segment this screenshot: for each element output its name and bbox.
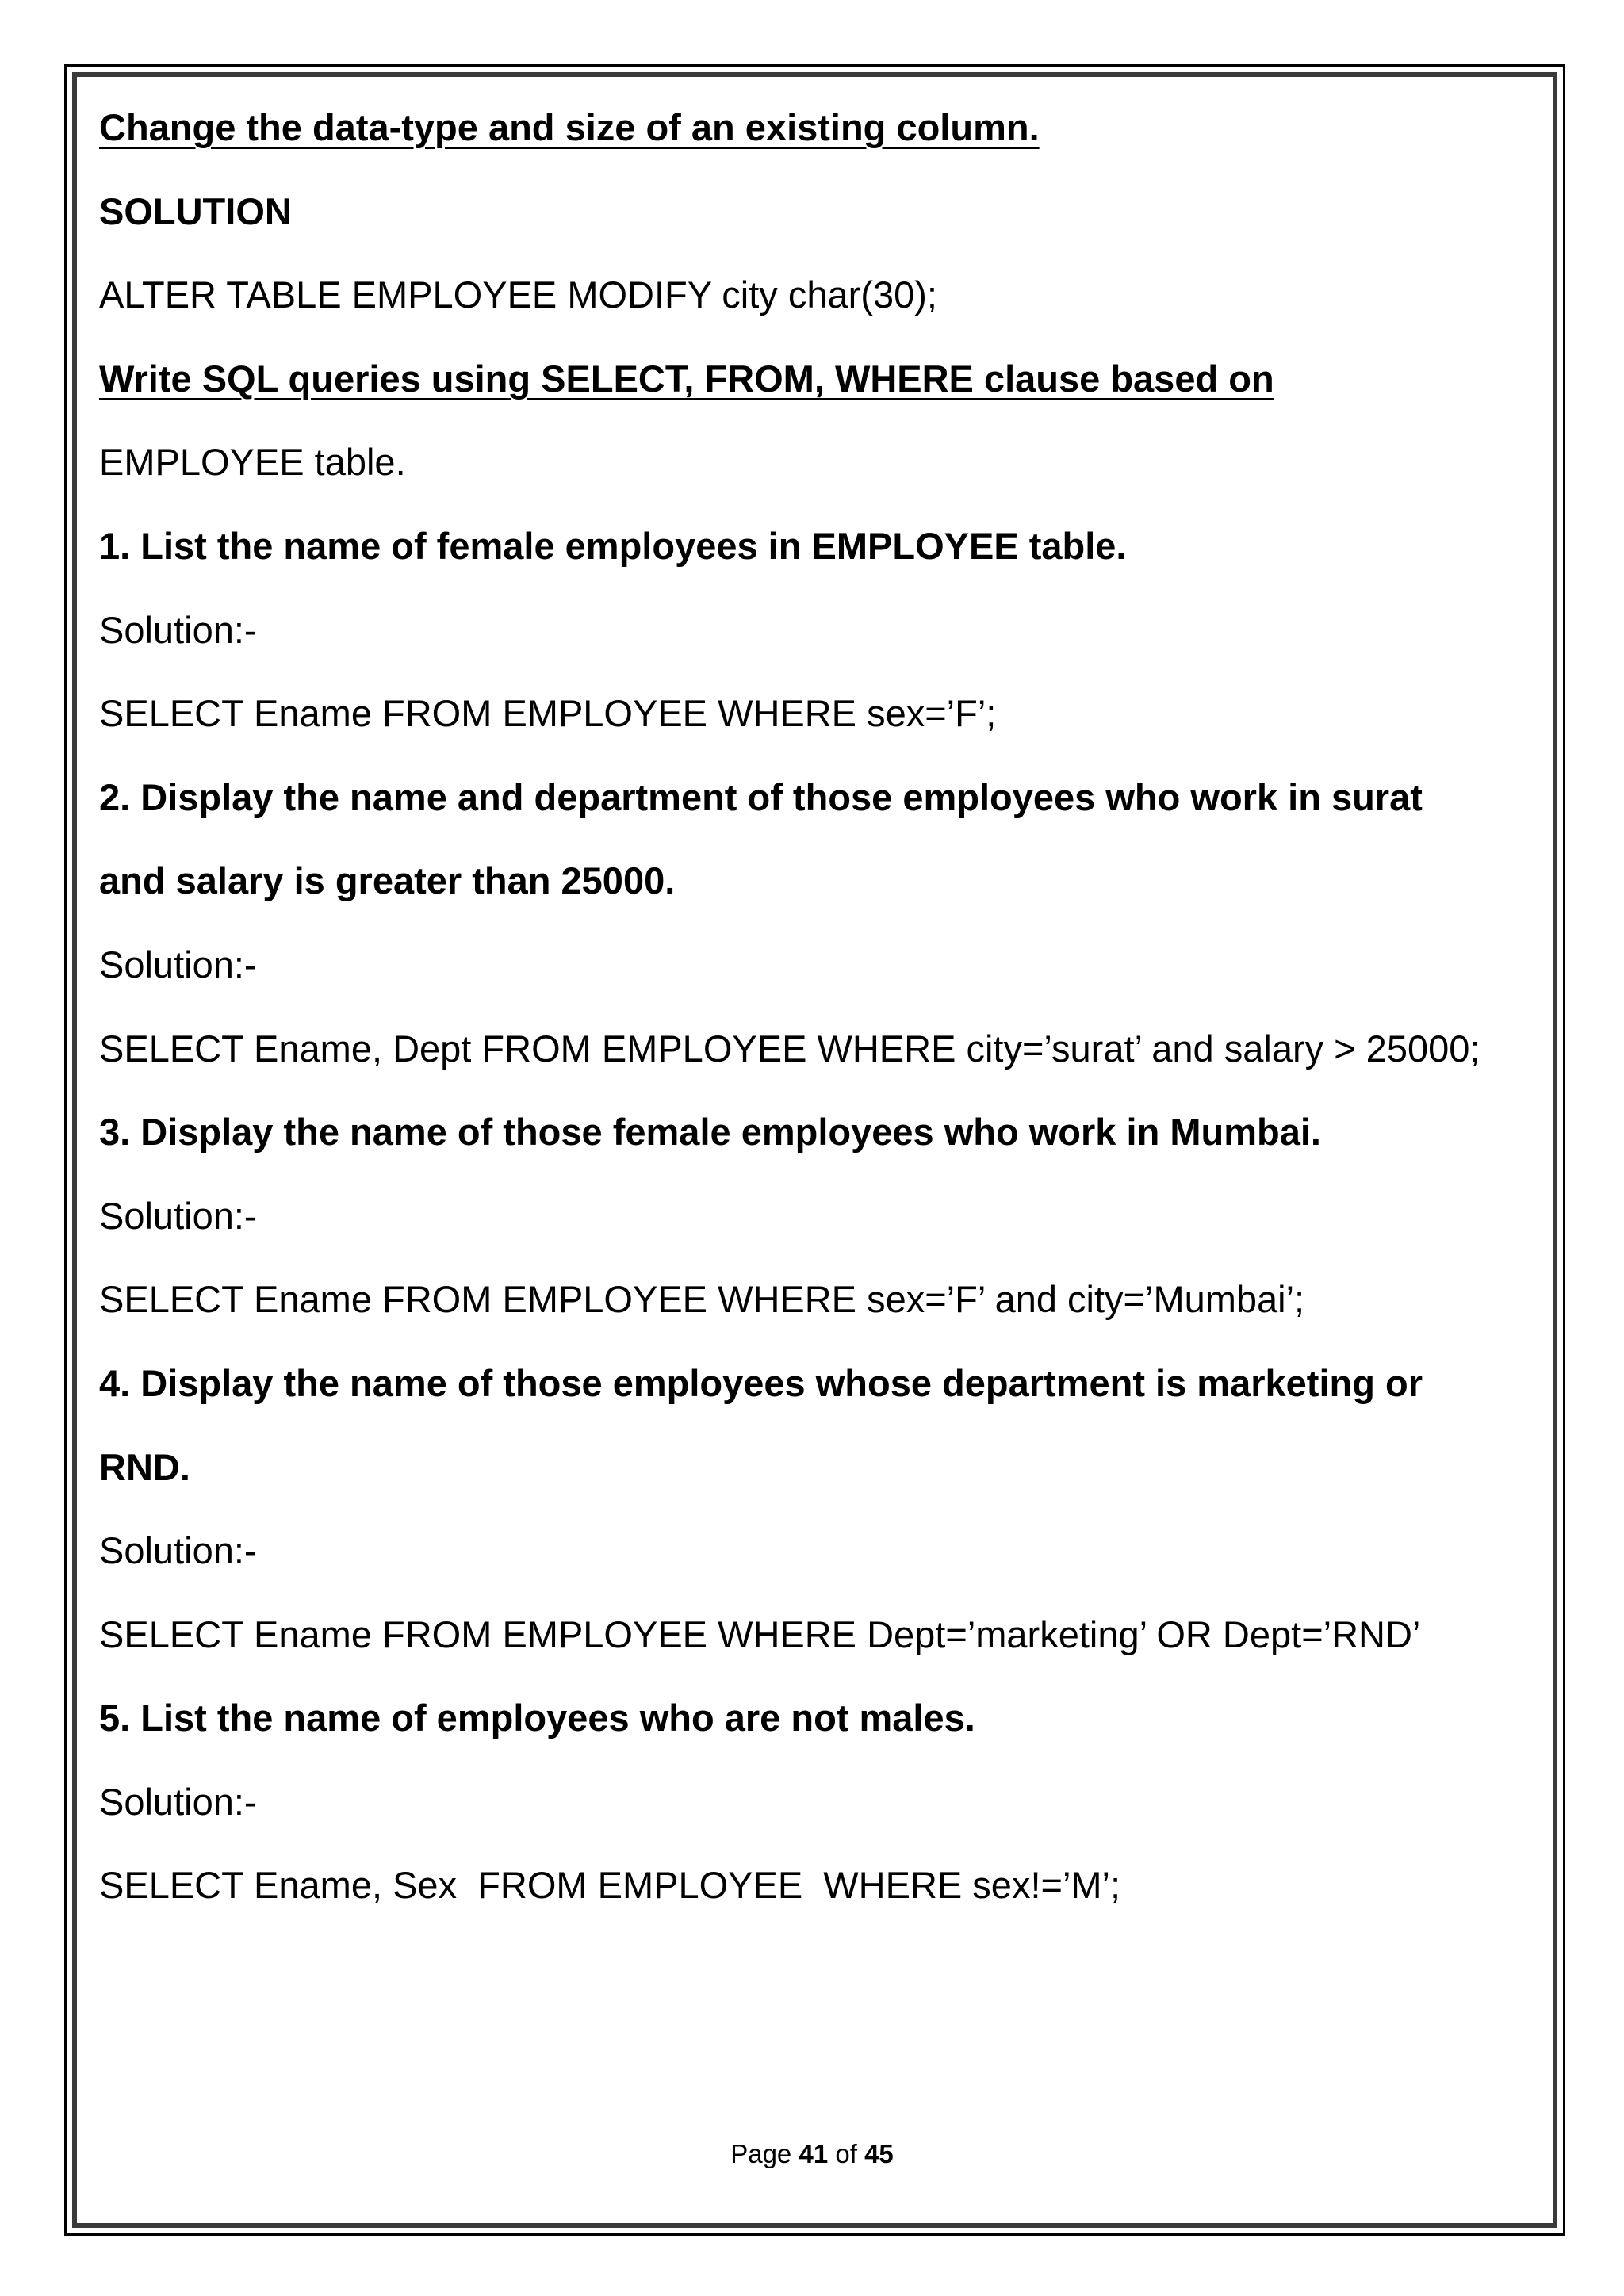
solution-label-1: Solution:- bbox=[99, 608, 257, 651]
query-1: SELECT Ename FROM EMPLOYEE WHERE sex=’F’; bbox=[99, 692, 997, 735]
query-2: SELECT Ename, Dept FROM EMPLOYEE WHERE city=’surat’ and salary > 25000; bbox=[99, 1027, 1480, 1070]
of-word: of bbox=[835, 2139, 857, 2168]
query-5: SELECT Ename, Sex FROM EMPLOYEE WHERE sex!=’M’; bbox=[99, 1864, 1121, 1907]
section-heading: Write SQL queries using SELECT, FROM, WHERE clause based on bbox=[99, 357, 1274, 400]
query-4: SELECT Ename FROM EMPLOYEE WHERE Dept=’marketing’ OR Dept=’RND’ bbox=[99, 1613, 1421, 1655]
question-3: 3. Display the name of those female employees who work in Mumbai. bbox=[99, 1111, 1321, 1154]
page-word: Page bbox=[730, 2139, 792, 2168]
question-4-cont: RND. bbox=[99, 1445, 190, 1488]
solution-label-3: Solution:- bbox=[99, 1194, 257, 1237]
question-2-cont: and salary is greater than 25000. bbox=[99, 859, 676, 902]
question-4: 4. Display the name of those employees whose department is marketing or bbox=[99, 1361, 1423, 1404]
current-page-number: 41 bbox=[799, 2139, 829, 2168]
total-pages-number: 45 bbox=[864, 2139, 894, 2168]
question-1: 1. List the name of female employees in EMPLOYEE table. bbox=[99, 524, 1127, 567]
question-5: 5. List the name of employees who are not males. bbox=[99, 1697, 975, 1739]
alter-query: ALTER TABLE EMPLOYEE MODIFY city char(30); bbox=[99, 274, 937, 316]
heading: Change the data-type and size of an existing column. bbox=[99, 106, 1040, 148]
solution-label-2: Solution:- bbox=[99, 943, 257, 985]
page-footer bbox=[0, 2139, 1624, 2169]
solution-label-5: Solution:- bbox=[99, 1780, 257, 1823]
solution-label: SOLUTION bbox=[99, 189, 292, 232]
solution-label-4: Solution:- bbox=[99, 1529, 257, 1572]
document-content bbox=[99, 98, 1519, 1939]
question-2: 2. Display the name and department of those employees who work in surat bbox=[99, 775, 1423, 818]
query-3: SELECT Ename FROM EMPLOYEE WHERE sex=’F’ and city=’Mumbai’; bbox=[99, 1278, 1305, 1321]
section-heading-cont: EMPLOYEE table. bbox=[99, 441, 406, 484]
